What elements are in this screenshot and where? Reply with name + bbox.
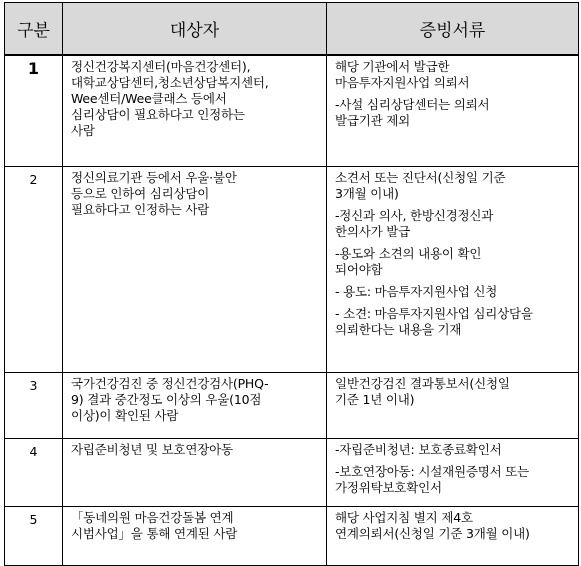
document-line: 한의사가 발급: [335, 224, 411, 239]
target-line: 정신건강복지센터(마음건강센터),: [71, 59, 251, 74]
documents-cell: [327, 373, 579, 439]
documents-cell: [327, 55, 579, 167]
table-row: [5, 55, 579, 167]
document-item: [335, 442, 570, 458]
documents-cell: [327, 439, 579, 507]
target-line: 국가건강검진 중 정신건강검사(PHQ-: [71, 376, 269, 391]
documents-cell: [327, 167, 579, 373]
document-line: -용도와 소견의 내용이 확인: [335, 246, 482, 261]
target-cell: [63, 167, 327, 373]
header-target: 대상자: [63, 3, 327, 56]
row-number: 5: [5, 507, 63, 566]
table-row: [5, 167, 579, 373]
document-line: 3개월 이내): [335, 186, 399, 201]
target-cell: [63, 439, 327, 507]
table-row: [5, 507, 579, 566]
document-line: - 용도: 마음투자지원사업 신청: [335, 284, 498, 299]
document-line: 발급기관 제외: [335, 113, 411, 128]
document-line: 되어야함: [335, 262, 383, 277]
document-item: [335, 510, 570, 542]
row-number: 2: [5, 167, 63, 373]
header-category: 구분: [5, 3, 63, 56]
document-line: 기준 1년 이내): [335, 392, 415, 407]
document-line: 해당 사업지침 별지 제4호: [335, 510, 473, 525]
document-line: 가정위탁보호확인서: [335, 480, 442, 495]
document-item: [335, 59, 570, 91]
document-line: -정신과 의사, 한방신경정신과: [335, 208, 494, 223]
target-line: 「동네의원 마음건강돌봄 연계: [71, 510, 234, 525]
target-line: 시범사업」을 통해 연계된 사람: [71, 526, 238, 541]
document-item: [335, 97, 570, 129]
document-line: -사설 심리상담센터는 의뢰서: [335, 97, 490, 112]
target-line: 필요하다고 인정하는 사람: [71, 202, 210, 217]
documents-cell: [327, 507, 579, 566]
target-line: 정신의료기관 등에서 우울·불안: [71, 170, 237, 185]
target-line: 심리상담이 필요하다고 인정하는: [71, 107, 245, 122]
target-line: 이상)이 확인된 사람: [71, 408, 179, 423]
target-line: Wee센터/Wee클래스 등에서: [71, 91, 227, 106]
document-line: - 소견: 마음투자지원사업 심리상담을: [335, 306, 533, 321]
header-documents: 증빙서류: [327, 3, 579, 56]
table-row: [5, 439, 579, 507]
eligibility-table: [4, 2, 579, 566]
target-line: 사람: [71, 123, 95, 138]
document-item: [335, 306, 570, 338]
document-line: 일반건강검진 결과통보서(신청일: [335, 376, 510, 391]
document-line: 연계의뢰서(신청일 기준 3개월 이내): [335, 526, 530, 541]
target-line: 자립준비청년 및 보호연장아동: [71, 442, 233, 457]
target-cell: [63, 55, 327, 167]
document-line: 소견서 또는 진단서(신청일 기준: [335, 170, 506, 185]
document-item: [335, 284, 570, 300]
document-item: [335, 170, 570, 202]
target-line: 대학교상담센터,청소년상담복지센터,: [71, 75, 269, 90]
target-line: 등으로 인하여 심리상담이: [71, 186, 210, 201]
table-row: [5, 373, 579, 439]
document-line: -보호연장아동: 시설재원증명서 또는: [335, 464, 529, 479]
document-line: 해당 기관에서 발급한: [335, 59, 450, 74]
document-item: [335, 376, 570, 408]
row-number: 1: [5, 55, 63, 167]
document-item: [335, 208, 570, 240]
document-line: 마음투자지원사업 의뢰서: [335, 75, 470, 90]
row-number: 4: [5, 439, 63, 507]
header-row: [5, 3, 579, 56]
target-cell: [63, 373, 327, 439]
document-line: -자립준비청년: 보호종료확인서: [335, 442, 502, 457]
document-line: 의뢰한다는 내용을 기재: [335, 322, 462, 337]
target-line: 9) 결과 중간정도 이상의 우울(10점: [71, 392, 262, 407]
row-number: 3: [5, 373, 63, 439]
document-item: [335, 246, 570, 278]
document-item: [335, 464, 570, 496]
target-cell: [63, 507, 327, 566]
